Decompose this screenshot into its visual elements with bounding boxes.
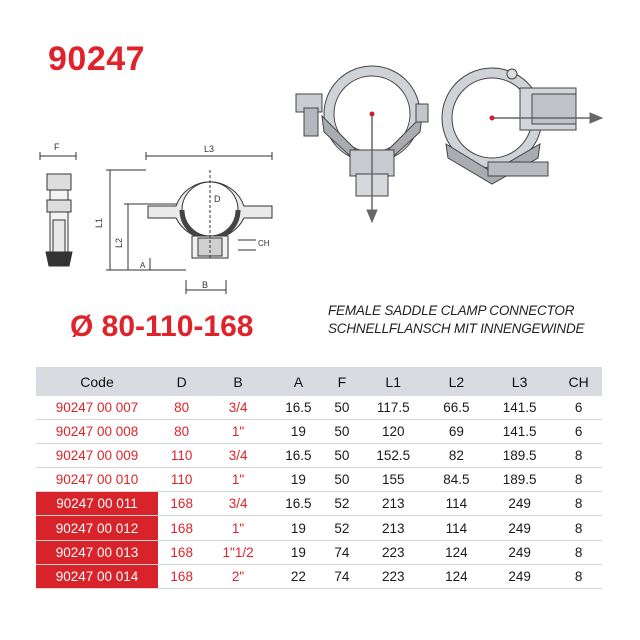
cell-l3: 249 bbox=[484, 540, 555, 564]
col-l3: L3 bbox=[484, 367, 555, 396]
cell-l1: 152.5 bbox=[358, 444, 429, 468]
cell-l2: 114 bbox=[429, 516, 484, 540]
col-ch: CH bbox=[555, 367, 602, 396]
dim-f: F bbox=[54, 142, 60, 152]
cell-l1: 213 bbox=[358, 516, 429, 540]
cell-code: 90247 00 013 bbox=[36, 540, 158, 564]
cell-b: 1" bbox=[205, 468, 270, 492]
cell-l3: 141.5 bbox=[484, 420, 555, 444]
cell-l1: 120 bbox=[358, 420, 429, 444]
table-row bbox=[36, 564, 602, 588]
cell-a: 16.5 bbox=[271, 492, 326, 516]
clamp-iso-view-left bbox=[292, 58, 442, 228]
col-a: A bbox=[271, 367, 326, 396]
cell-a: 19 bbox=[271, 468, 326, 492]
cell-a: 16.5 bbox=[271, 444, 326, 468]
cell-a: 19 bbox=[271, 540, 326, 564]
cell-d: 168 bbox=[158, 540, 205, 564]
cell-code: 90247 00 007 bbox=[36, 396, 158, 420]
cell-b: 1"1/2 bbox=[205, 540, 270, 564]
cell-f: 50 bbox=[326, 468, 358, 492]
side-view-drawing bbox=[36, 140, 86, 280]
cell-code: 90247 00 008 bbox=[36, 420, 158, 444]
cell-l1: 223 bbox=[358, 540, 429, 564]
cell-d: 80 bbox=[158, 396, 205, 420]
cell-l1: 223 bbox=[358, 564, 429, 588]
cell-d: 168 bbox=[158, 564, 205, 588]
cell-d: 110 bbox=[158, 444, 205, 468]
table-row bbox=[36, 444, 602, 468]
cell-code: 90247 00 009 bbox=[36, 444, 158, 468]
cell-f: 50 bbox=[326, 396, 358, 420]
cell-b: 2" bbox=[205, 564, 270, 588]
cell-f: 50 bbox=[326, 420, 358, 444]
dim-b: B bbox=[202, 280, 209, 290]
cell-l3: 189.5 bbox=[484, 468, 555, 492]
cell-l3: 141.5 bbox=[484, 396, 555, 420]
cell-ch: 8 bbox=[555, 540, 602, 564]
cell-l2: 124 bbox=[429, 564, 484, 588]
cell-b: 3/4 bbox=[205, 492, 270, 516]
cell-code: 90247 00 012 bbox=[36, 516, 158, 540]
spec-table bbox=[36, 367, 602, 589]
dim-l2: L2 bbox=[114, 237, 124, 248]
col-code: Code bbox=[36, 367, 158, 396]
cell-b: 1" bbox=[205, 516, 270, 540]
description-german: SCHNELLFLANSCH MIT INNENGEWINDE bbox=[328, 321, 585, 336]
front-view-drawing bbox=[96, 140, 286, 300]
table-row bbox=[36, 468, 602, 492]
cell-l2: 84.5 bbox=[429, 468, 484, 492]
cell-a: 19 bbox=[271, 420, 326, 444]
cell-b: 3/4 bbox=[205, 444, 270, 468]
cell-d: 168 bbox=[158, 516, 205, 540]
cell-l2: 114 bbox=[429, 492, 484, 516]
cell-l2: 124 bbox=[429, 540, 484, 564]
cell-ch: 8 bbox=[555, 468, 602, 492]
cell-b: 3/4 bbox=[205, 396, 270, 420]
cell-l2: 66.5 bbox=[429, 396, 484, 420]
table-row bbox=[36, 516, 602, 540]
cell-f: 50 bbox=[326, 444, 358, 468]
col-f: F bbox=[326, 367, 358, 396]
product-code: 90247 bbox=[48, 40, 146, 78]
cell-ch: 6 bbox=[555, 396, 602, 420]
cell-l2: 82 bbox=[429, 444, 484, 468]
cell-d: 110 bbox=[158, 468, 205, 492]
table-row bbox=[36, 420, 602, 444]
dim-d: D bbox=[214, 194, 221, 204]
cell-code: 90247 00 011 bbox=[36, 492, 158, 516]
dim-ch: CH bbox=[258, 239, 270, 248]
cell-f: 52 bbox=[326, 492, 358, 516]
cell-a: 22 bbox=[271, 564, 326, 588]
cell-ch: 8 bbox=[555, 564, 602, 588]
cell-code: 90247 00 010 bbox=[36, 468, 158, 492]
cell-l3: 249 bbox=[484, 492, 555, 516]
cell-ch: 8 bbox=[555, 516, 602, 540]
cell-d: 168 bbox=[158, 492, 205, 516]
dim-l1: L1 bbox=[94, 217, 104, 228]
col-l2: L2 bbox=[429, 367, 484, 396]
diameter-range: Ø 80-110-168 bbox=[70, 310, 254, 343]
clamp-iso-view-right bbox=[428, 58, 608, 198]
description-english: FEMALE SADDLE CLAMP CONNECTOR bbox=[328, 303, 575, 318]
cell-ch: 8 bbox=[555, 444, 602, 468]
table-row bbox=[36, 540, 602, 564]
cell-l1: 155 bbox=[358, 468, 429, 492]
table-row bbox=[36, 396, 602, 420]
spec-table-header bbox=[36, 367, 602, 396]
cell-b: 1" bbox=[205, 420, 270, 444]
col-l1: L1 bbox=[358, 367, 429, 396]
cell-d: 80 bbox=[158, 420, 205, 444]
cell-f: 74 bbox=[326, 564, 358, 588]
cell-l3: 189.5 bbox=[484, 444, 555, 468]
cell-a: 19 bbox=[271, 516, 326, 540]
cell-l2: 69 bbox=[429, 420, 484, 444]
cell-ch: 8 bbox=[555, 492, 602, 516]
cell-l3: 249 bbox=[484, 564, 555, 588]
cell-f: 74 bbox=[326, 540, 358, 564]
cell-a: 16.5 bbox=[271, 396, 326, 420]
cell-l1: 117.5 bbox=[358, 396, 429, 420]
cell-code: 90247 00 014 bbox=[36, 564, 158, 588]
cell-l1: 213 bbox=[358, 492, 429, 516]
cell-ch: 6 bbox=[555, 420, 602, 444]
dim-a: A bbox=[140, 261, 146, 270]
table-row bbox=[36, 492, 602, 516]
cell-f: 52 bbox=[326, 516, 358, 540]
cell-l3: 249 bbox=[484, 516, 555, 540]
dim-l3: L3 bbox=[204, 144, 215, 154]
col-b: B bbox=[205, 367, 270, 396]
col-d: D bbox=[158, 367, 205, 396]
